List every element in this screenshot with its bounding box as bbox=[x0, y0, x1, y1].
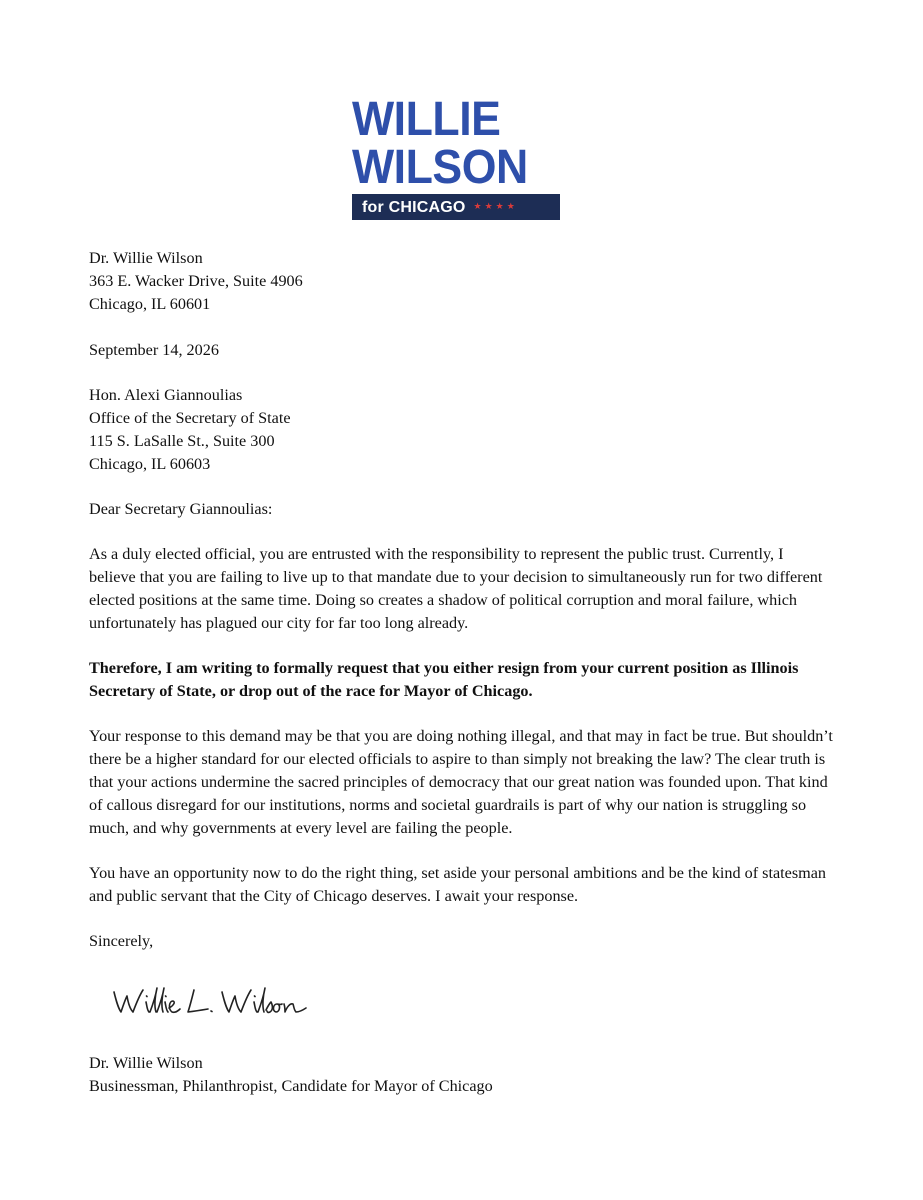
letter-date: September 14, 2026 bbox=[89, 341, 219, 359]
campaign-logo bbox=[352, 93, 562, 220]
paragraph-text: Your response to this demand may be that you are doing nothing illegal, and that may in fact be true. But shouldn’t there be a higher standard for our elected officials to aspire to than simply not breaking the law? The clear truth is that your actions undermine the sacred principles of democracy that our great nation was founded upon. That kind of callous disregard for our institutions, norms and societal guardrails is part of why our nation is struggling so much, and why governments at every level are failing the people. bbox=[89, 727, 833, 837]
body-paragraph-3 bbox=[89, 725, 834, 840]
salutation-block bbox=[89, 498, 829, 521]
signoff-block bbox=[89, 1052, 829, 1098]
recipient-address-line2: Chicago, IL 60603 bbox=[89, 455, 211, 473]
logo-banner bbox=[352, 194, 560, 220]
logo-tagline: for CHICAGO bbox=[362, 198, 466, 216]
sender-address bbox=[89, 247, 829, 316]
paragraph-text: As a duly elected official, you are entrusted with the responsibility to represent the public trust. Currently, I believe that you are failing to live up to that mandate due to your decision to simultaneously run for two different elected positions at the same time. Doing so creates a shadow of political corruption and moral failure, which unfortunately has plagued our city for far too long already. bbox=[89, 545, 823, 632]
letter-date-block bbox=[89, 339, 829, 362]
body-paragraph-1 bbox=[89, 543, 834, 635]
salutation: Dear Secretary Giannoulias: bbox=[89, 500, 273, 518]
paragraph-text: You have an opportunity now to do the right thing, set aside your personal ambitions and be the kind of statesman and public servant that the City of Chicago deserves. I await your response. bbox=[89, 864, 827, 905]
sender-name: Dr. Willie Wilson bbox=[89, 249, 203, 267]
logo-line-last: WILSON bbox=[352, 141, 528, 194]
body-paragraph-4 bbox=[89, 862, 834, 908]
recipient-office: Office of the Secretary of State bbox=[89, 409, 291, 427]
body-paragraph-request bbox=[89, 657, 834, 703]
paragraph-text: Therefore, I am writing to formally request that you either resign from your current position as Illinois Secretary of State, or drop out of the race for Mayor of Chicago. bbox=[89, 659, 799, 700]
closing-block bbox=[89, 930, 829, 953]
recipient-address-line1: 115 S. LaSalle St., Suite 300 bbox=[89, 432, 275, 450]
logo-line-first: WILLIE bbox=[352, 93, 501, 146]
recipient-address bbox=[89, 384, 829, 476]
closing: Sincerely, bbox=[89, 932, 154, 950]
star-icons: ★★★★ bbox=[473, 201, 518, 212]
signoff-title: Businessman, Philanthropist, Candidate for Mayor of Chicago bbox=[89, 1077, 493, 1095]
sender-address-line1: 363 E. Wacker Drive, Suite 4906 bbox=[89, 272, 303, 290]
recipient-name: Hon. Alexi Giannoulias bbox=[89, 386, 243, 404]
signoff-name: Dr. Willie Wilson bbox=[89, 1054, 203, 1072]
handwritten-signature bbox=[110, 982, 320, 1026]
sender-address-line2: Chicago, IL 60601 bbox=[89, 295, 211, 313]
